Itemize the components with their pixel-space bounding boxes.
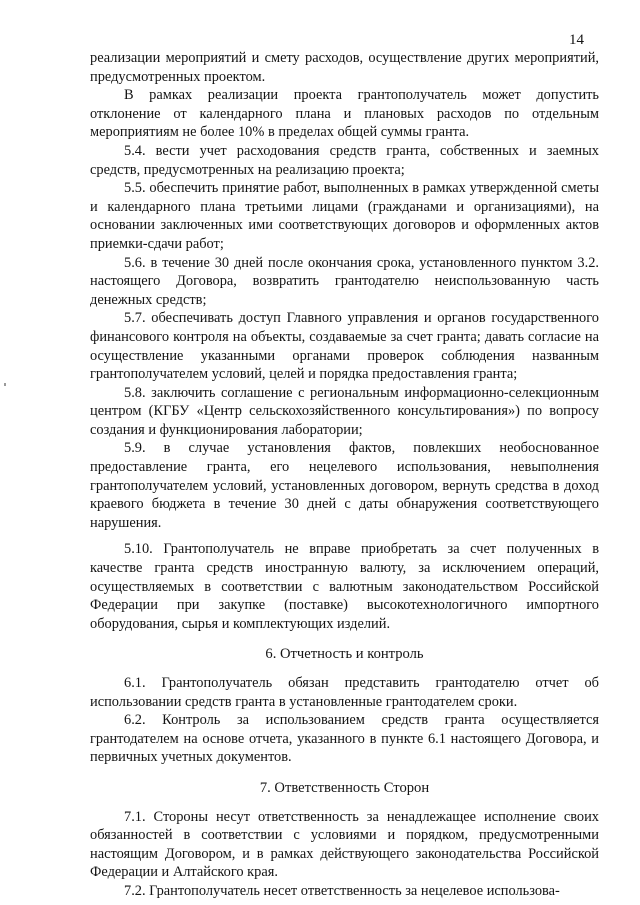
paragraph: 7.1. Стороны несут ответственность за ненадлежащее исполнение своих обязанностей в соответствии с условиями и порядком, предусмотренными настоящим Договором, и в рамках действующего законодательства Российской Федерации и Алтайского края. bbox=[90, 808, 599, 881]
scan-mark bbox=[4, 383, 6, 386]
paragraph: реализации мероприятий и смету расходов, осуществление других мероприятий, предусмотренных проектом. bbox=[90, 50, 599, 85]
paragraph: 6.1. Грантополучатель обязан представить грантодателю отчет об использовании средств гранта в установленные грантодателем сроки. bbox=[90, 675, 599, 710]
paragraph: 6.2. Контроль за использованием средств гранта осуществляется грантодателем на основе отчета, указанного в пункте 6.1 настоящего Договора, и первичных учетных документов. bbox=[90, 712, 599, 766]
paragraph: 5.7. обеспечивать доступ Главного управления и органов государственного финансового контроля на объекты, создаваемые за счет гранта; давать согласие на осуществление указанными органами проверок соблюдения названным грантополучателем условий, целей и порядка предоставления гранта; bbox=[90, 310, 599, 383]
paragraph: 5.8. заключить соглашение с региональным информационно-селекционным центром (КГБУ «Центр сельскохозяйственного консультирования») по вопросу создания и функционирования лаборатории; bbox=[90, 384, 599, 438]
document-body bbox=[90, 49, 599, 901]
paragraph: 5.4. вести учет расходования средств гранта, собственных и заемных средств, предусмотренных на реализацию проекта; bbox=[90, 142, 599, 178]
paragraph: 5.9. в случае установления фактов, повлекших необоснованное предоставление гранта, его нецелевого использования, невыполнения грантополучателем условий, установленных договором, вернуть средства в доход краевого бюджета в течение 30 дней с даты обнаружения соответствующего нарушения. bbox=[90, 440, 599, 531]
section-heading: 6. Отчетность и контроль bbox=[265, 646, 424, 663]
paragraph: 5.6. в течение 30 дней после окончания срока, установленного пунктом 3.2. настоящего Договора, возвратить грантодателю неиспользованную часть денежных средств; bbox=[90, 254, 599, 308]
page-number: 14 bbox=[569, 32, 584, 48]
paragraph: В рамках реализации проекта грантополучатель может допустить отклонение от календарного плана и плановых расходов по отдельным мероприятиям не более 10% в пределах общей суммы гранта. bbox=[90, 87, 599, 141]
section-heading: 7. Ответственность Сторон bbox=[259, 779, 430, 796]
paragraph: 5.10. Грантополучатель не вправе приобретать за счет полученных в качестве гранта средств иностранную валюту, за исключением операций, осуществляемых в соответствии с валютным законодательством Российской Федерации при закупке (поставке) высокотехнологичного импортного оборудования, сырья и комплектующих изделий. bbox=[90, 541, 599, 632]
paragraph: 5.5. обеспечить принятие работ, выполненных в рамках утвержденной сметы и календарного плана третьими лицами (гражданами и организациями), на основании заключенных ими соответствующих договоров и оформленных актов приемки-сдачи работ; bbox=[90, 180, 599, 252]
paragraph: 7.2. Грантополучатель несет ответственность за нецелевое использова- bbox=[124, 882, 560, 899]
